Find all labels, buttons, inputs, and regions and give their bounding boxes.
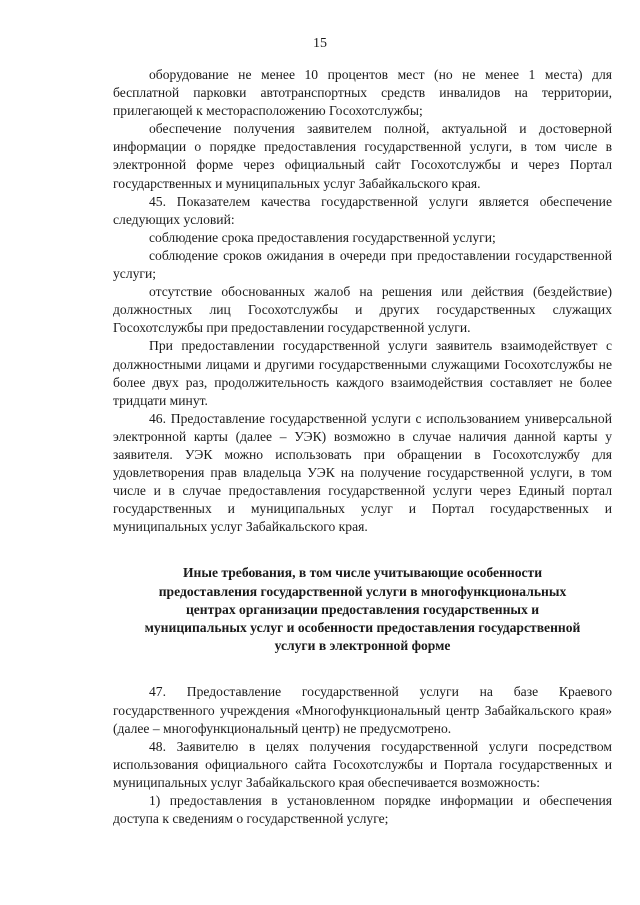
paragraph: При предоставлении государственной услуги заявитель взаимодействует с должностными лицами и другими государственными служащими Госохотслужбы не более двух раз, продолжительность каждого взаимодействия составляет не более тридцати минут. <box>113 338 612 408</box>
paragraph: соблюдение срока предоставления государственной услуги; <box>149 229 496 245</box>
paragraph: оборудование не менее 10 процентов мест (но не менее 1 места) для бесплатной парковки автотранспортных средств инвалидов на территории, прилегающей к месторасположению Госохотслужбы; <box>113 67 612 119</box>
paragraph: соблюдение сроков ожидания в очереди при предоставлении государственной услуги; <box>113 247 612 282</box>
paragraph: 48. Заявителю в целях получения государственной услуги посредством использования официального сайта Госохотслужбы и Портала государственных и муниципальных услуг Забайкальского края обеспечивается возможность: <box>113 738 612 790</box>
heading-line: предоставления государственной услуги в многофункциональных <box>158 583 567 599</box>
document-body <box>113 66 612 828</box>
heading-line: муниципальных услуг и особенности предоставления государственной <box>144 620 581 636</box>
heading-line: центрах организации предоставления государственных и <box>185 601 540 617</box>
heading-line: Иные требования, в том числе учитывающие особенности <box>182 565 543 581</box>
heading-line: услуги в электронной форме <box>274 638 451 654</box>
page-number: 15 <box>313 36 327 51</box>
paragraph: отсутствие обоснованных жалоб на решения или действия (бездействие) должностных лиц Госохотслужбы и других государственных служащих Госохотслужбы при предоставлении государственной услуги. <box>113 284 612 336</box>
section-heading <box>113 564 612 655</box>
paragraph: обеспечение получения заявителем полной, актуальной и достоверной информации о порядке предоставления государственной услуги, в том числе в электронной форме через официальный сайт Госохотслужбы и через Портал государственных и муниципальных услуг Забайкальского края. <box>113 121 612 191</box>
paragraph: 47. Предоставление государственной услуги на базе Краевого государственного учреждения «Многофункциональный центр Забайкальского края» (далее – многофункциональный центр) не предусмотрено. <box>113 684 612 736</box>
paragraph: 45. Показателем качества государственной услуги является обеспечение следующих условий: <box>113 193 612 227</box>
paragraph: 1) предоставления в установленном порядке информации и обеспечения доступа к сведениям о государственной услуге; <box>113 793 612 827</box>
paragraph: 46. Предоставление государственной услуги с использованием универсальной электронной карты (далее – УЭК) возможно в случае наличия данной карты у заявителя. УЭК можно использовать при обращении в Госохотслужбу для удовлетворения прав владельца УЭК на получение государственной услуги, в том числе и в случае предоставления государственной услуги через Единый портал государственных и муниципальных услуг и Портал государственных и муниципальных услуг Забайкальского края. <box>113 410 612 535</box>
